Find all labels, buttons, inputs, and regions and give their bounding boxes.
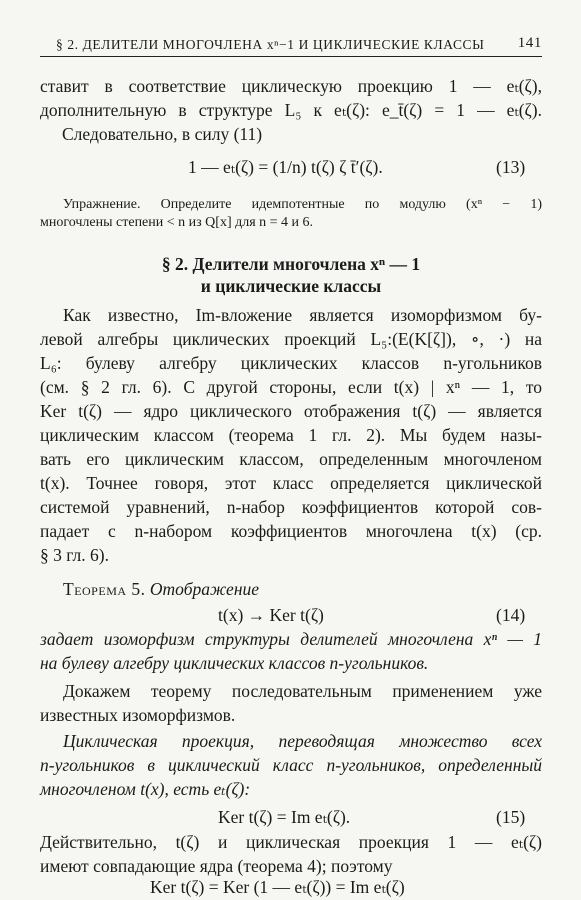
text-line: падает с n-набором коэффициентов многочлена t(x) (ср. bbox=[40, 521, 542, 541]
equation-14: t(x) → Ker t(ζ) bbox=[218, 605, 324, 625]
theorem-heading bbox=[63, 578, 259, 600]
running-title: § 2. ДЕЛИТЕЛИ МНОГОЧЛЕНА xⁿ−1 И ЦИКЛИЧЕСКИЕ КЛАССЫ bbox=[56, 37, 485, 52]
text-line: ставит в соответствие циклическую проекцию 1 — eₜ(ζ), bbox=[40, 76, 542, 96]
text-line: Докажем теорему последовательным применением уже bbox=[63, 681, 542, 701]
text-line: дополнительную в структуре L₅ к eₜ(ζ): e_t̄(ζ) = 1 — eₜ(ζ). bbox=[40, 100, 542, 120]
final-equation: Ker t(ζ) = Ker (1 — eₜ(ζ)) = Im eₜ(ζ) bbox=[150, 877, 405, 897]
italic-line: многочленом t(x), есть eₜ(ζ): bbox=[40, 779, 251, 799]
italic-line: Циклическая проекция, переводящая множество всех bbox=[63, 731, 542, 751]
text-line: Ker t(ζ) — ядро циклического отображения t(ζ) — является bbox=[40, 401, 542, 421]
exercise-line: многочлены степени < n из Q[x] для n = 4 и 6. bbox=[40, 215, 314, 230]
text-line: системой уравнений, n-набор коэффициентов которой сов- bbox=[40, 497, 542, 517]
theorem-line: на булеву алгебру циклических классов n-угольников. bbox=[40, 653, 429, 673]
text-line: Действительно, t(ζ) и циклическая проекция 1 — eₜ(ζ) bbox=[40, 832, 542, 852]
theorem-intro: Отображение bbox=[149, 579, 260, 599]
text-line: Как известно, Im-вложение является изоморфизмом бу- bbox=[63, 305, 542, 325]
theorem-label: Теорема 5. bbox=[63, 579, 146, 599]
section-title: § 2. Делители многочлена xⁿ — 1 bbox=[161, 254, 421, 274]
italic-line: n-угольников в циклический класс n-угольников, определенный bbox=[40, 755, 542, 775]
page-number: 141 bbox=[517, 35, 542, 51]
running-header bbox=[40, 34, 542, 57]
equation-15: Ker t(ζ) = Im eₜ(ζ). bbox=[218, 807, 351, 827]
text-line: известных изоморфизмов. bbox=[40, 705, 236, 725]
equation-number: (13) bbox=[496, 157, 526, 177]
equation-13: 1 — eₜ(ζ) = (1/n) t(ζ) ζ t̄′(ζ). bbox=[188, 157, 383, 177]
text-line: t(x). Точнее говоря, этот класс определяется циклической bbox=[40, 473, 542, 493]
exercise-line: Упражнение. Определите идемпотентные по модулю (xⁿ − 1) bbox=[63, 197, 542, 212]
equation-number: (15) bbox=[496, 807, 526, 827]
equation-number: (14) bbox=[496, 605, 526, 625]
text-line: L₆: булеву алгебру циклических классов n-угольников bbox=[40, 353, 542, 373]
section-subtitle: и циклические классы bbox=[200, 276, 382, 296]
text-line: имеют совпадающие ядра (теорема 4); поэтому bbox=[40, 856, 393, 876]
theorem-line: задает изоморфизм структуры делителей многочлена xⁿ — 1 bbox=[40, 629, 542, 649]
text-line: левой алгебры циклических проекций L₅:(E(K[ζ]), ∘, ·) на bbox=[40, 329, 542, 349]
text-line: (см. § 2 гл. 6). С другой стороны, если t(x) | xⁿ — 1, то bbox=[40, 377, 542, 397]
text-line: циклическим классом (теорема 1 гл. 2). Мы будем назы- bbox=[40, 425, 542, 445]
text-line: Следовательно, в силу (11) bbox=[62, 124, 263, 144]
text-line: § 3 гл. 6). bbox=[40, 545, 109, 565]
text-line: вать его циклическим классом, определенным многочленом bbox=[40, 449, 542, 469]
